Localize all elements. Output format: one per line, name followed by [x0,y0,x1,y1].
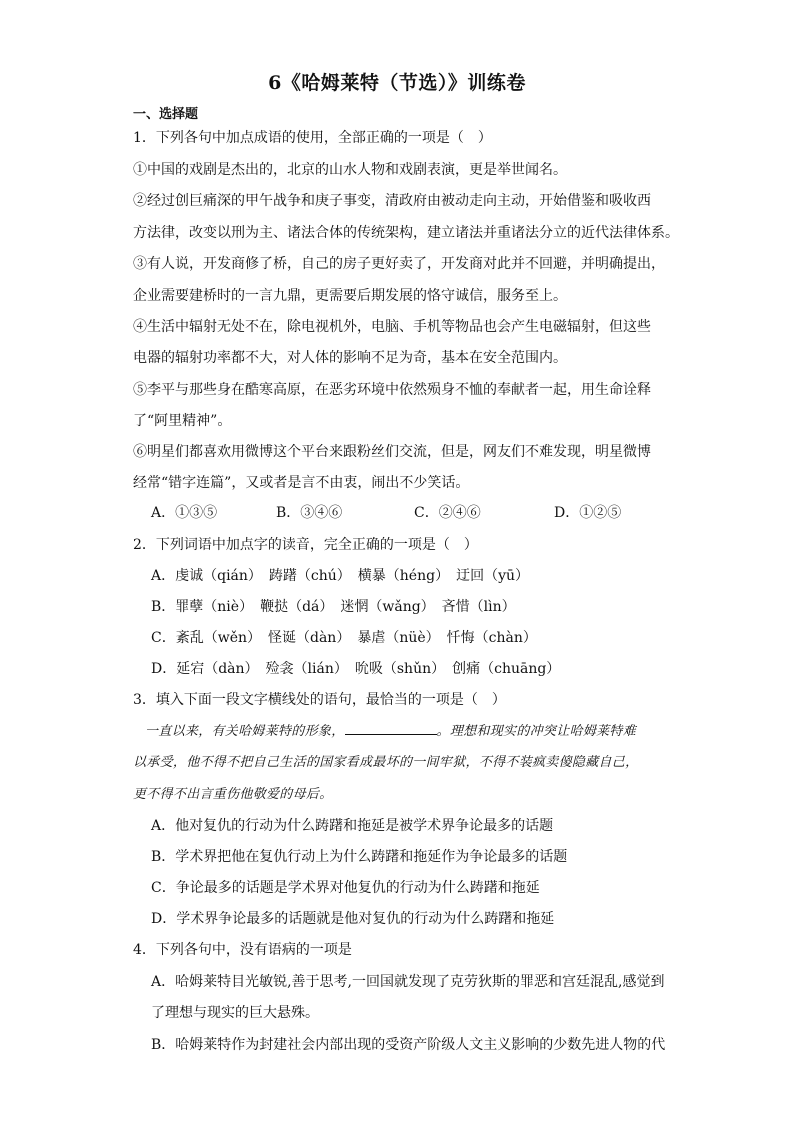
q3-choice-d[interactable]: D．学术界争论最多的话题就是他对复仇的行动为什么踌躇和拖延 [151,911,555,927]
q1-sentence-3: ③有人说，开发商修了桥，自己的房子更好卖了，开发商对此并不回避，并明确提出， [133,256,665,272]
q1-sentence-4: ④生活中辐射无处不在，除电视机外，电脑、手机等物品也会产生电磁辐射，但这些 [133,319,651,335]
q4-choice-a[interactable]: A．哈姆莱特目光敏锐,善于思考,一回国就发现了克劳狄斯的罪恶和宫廷混乱,感觉到 [151,974,665,990]
q3-passage-line-1 [145,721,636,742]
q1-choice-c[interactable]: C．②④⑥ [414,505,481,521]
q1-sentence-5: ⑤李平与那些身在酷寒高原，在恶劣环境中依然殒身不恤的奉献者一起，用生命诠释 [133,382,651,398]
q3-passage-line-2: 以承受，他不得不把自己生活的国家看成最坏的一间牢狱，不得不装疯卖傻隐藏自己， [133,755,639,770]
q1-choice-d[interactable]: D．①②⑤ [554,505,622,521]
q3-choice-c[interactable]: C．争论最多的话题是学术界对他复仇的行动为什么踌躇和拖延 [151,880,540,896]
q2-choice-d[interactable]: D．延宕（dàn） 殓衾（lián） 吮吸（shǔn） 创痛（chuāng） [151,661,561,677]
q1-choice-a[interactable]: A．①③⑤ [151,505,218,521]
q1-choices [151,502,671,522]
q1-choice-b[interactable]: B．③④⑥ [276,505,343,521]
q2-choice-b[interactable]: B．罪孽（niè） 鞭挞（dá） 迷惘（wǎng） 吝惜（lìn） [151,599,516,615]
section-heading: 一、选择题 [133,107,199,122]
q2-choice-a[interactable]: A．虔诚（qián） 踌躇（chú） 横暴（héng） 迂回（yū） [151,568,529,584]
q4-choice-a-cont: 了理想与现实的巨大悬殊。 [151,1005,319,1021]
question-4-stem: 4．下列各句中，没有语病的一项是 [133,942,352,958]
q4-choice-b[interactable]: B．哈姆莱特作为封建社会内部出现的受资产阶级人文主义影响的少数先进人物的代 [151,1037,666,1053]
question-3-stem: 3．填入下面一段文字横线处的语句，最恰当的一项是（ ） [133,692,506,708]
q3-choice-a[interactable]: A．他对复仇的行动为什么踌躇和拖延是被学术界争论最多的话题 [151,818,554,834]
q1-sentence-1: ①中国的戏剧是杰出的，北京的山水人物和戏剧表演，更是举世闻名。 [133,162,567,178]
question-2-stem: 2．下列词语中加点字的读音，完全正确的一项是（ ） [133,537,478,553]
q3-fill-blank [345,721,437,735]
q1-sentence-6-cont: 经常“错字连篇”，又或者是言不由衷，闹出不少笑话。 [133,475,470,491]
q1-sentence-5-cont: 了“阿里精神”。 [133,413,232,429]
q3-passage-part-b: 。理想和现实的冲突让哈姆莱特难 [436,724,637,739]
page-title: 6《哈姆莱特（节选）》训练卷 [268,72,526,94]
q3-passage-part-a: 一直以来，有关哈姆莱特的形象， [145,724,345,739]
q1-sentence-2: ②经过创巨痛深的甲午战争和庚子事变，清政府由被动走向主动，开始借鉴和吸收西 [133,193,651,209]
q2-choice-c[interactable]: C．紊乱（wěn） 怪诞（dàn） 暴虐（nüè） 忏悔（chàn） [151,630,537,646]
q1-sentence-3-cont: 企业需要建桥时的一言九鼎，更需要后期发展的恪守诚信，服务至上。 [133,288,567,304]
q1-sentence-4-cont: 电器的辐射功率都不大，对人体的影响不足为奇，基本在安全范围内。 [133,350,567,366]
q3-passage-line-3: 更不得不出言重伤他敬爱的母后。 [133,787,333,802]
q3-choice-b[interactable]: B．学术界把他在复仇行动上为什么踌躇和拖延作为争论最多的话题 [151,849,568,865]
q1-sentence-6: ⑥明星们都喜欢用微博这个平台来跟粉丝们交流，但是，网友们不难发现，明星微博 [133,444,651,460]
q1-sentence-2-cont: 方法律，改变以刑为主、诸法合体的传统架构，建立诸法并重诸法分立的近代法律体系。 [133,225,679,241]
question-1-stem: 1．下列各句中加点成语的使用，全部正确的一项是（ ） [133,130,492,146]
